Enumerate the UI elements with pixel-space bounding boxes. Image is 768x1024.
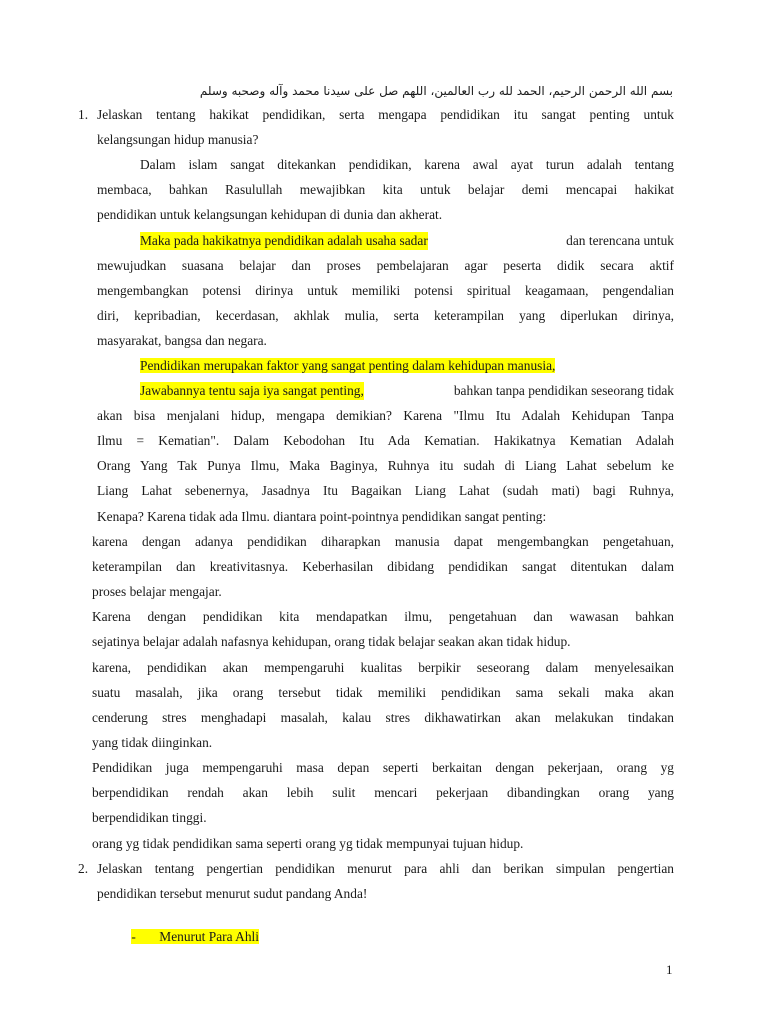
q1-point-3-line-3: cenderung stres menghadapi masalah, kalau stres dikhawatirkan akan melakukan tindakan [92, 710, 674, 725]
q1-paragraph-4-line-2: akan bisa menjalani hidup, mengapa demikian? Karena "Ilmu Itu Adalah Kehidupan Tanpa [97, 408, 674, 423]
q1-paragraph-2-line-2: mewujudkan suasana belajar dan proses pembelajaran agar peserta didik secara aktif [97, 258, 674, 273]
q1-point-1-line-2: keterampilan dan kreativitasnya. Keberhasilan dibidang pendidikan sangat ditentukan dalam [92, 559, 674, 574]
q1-paragraph-4-line-1 [140, 382, 674, 400]
paragraph-text: bahkan tanpa pendidikan seseorang tidak [453, 383, 674, 398]
highlighted-text: - Menurut Para Ahli [131, 929, 259, 944]
q1-point-1-line-3: proses belajar mengajar. [92, 584, 222, 599]
q1-paragraph-1-line-2: membaca, bahkan Rasulullah mewajibkan kita untuk belajar demi mencapai hakikat [97, 182, 674, 197]
q2-question-line-1: Jelaskan tentang pengertian pendidikan menurut para ahli dan berikan simpulan pengertian [97, 861, 674, 876]
q1-point-3-line-2: suatu masalah, jika orang tersebut tidak memiliki pendidikan sama sekali maka akan [92, 685, 674, 700]
q2-subheading [118, 910, 259, 964]
q1-paragraph-2-line-4: diri, kepribadian, kecerdasan, akhlak mulia, serta keterampilan yang diperlukan dirinya, [97, 308, 674, 323]
q1-point-1-line-1: karena dengan adanya pendidikan diharapkan manusia dapat mengembangkan pengetahuan, [92, 534, 674, 549]
q1-number: 1. [78, 107, 89, 122]
q1-point-2-line-2: sejatinya belajar adalah nafasnya kehidupan, orang tidak belajar seakan akan tidak hidup. [92, 634, 571, 649]
q1-paragraph-4-line-4: Orang Yang Tak Punya Ilmu, Maka Baginya, Ruhnya itu sudah di Liang Lahat sebelum ke [97, 458, 674, 473]
q1-paragraph-2-line-3: mengembangkan potensi dirinya untuk memiliki potensi spiritual keagamaan, pengendalian [97, 283, 674, 298]
q1-point-4-line-2: berpendidikan rendah akan lebih sulit mencari pekerjaan dibandingkan orang yang [92, 785, 674, 800]
q1-point-3-line-4: yang tidak diinginkan. [92, 735, 213, 750]
q1-paragraph-2-line-5: masyarakat, bangsa dan negara. [97, 333, 267, 348]
q1-point-3-line-1: karena, pendidikan akan mempengaruhi kualitas berpikir seseorang dalam menyelesaikan [92, 660, 674, 675]
q1-point-2-line-1: Karena dengan pendidikan kita mendapatkan ilmu, pengetahuan dan wawasan bahkan [92, 609, 674, 624]
q1-paragraph-4-line-5: Liang Lahat sebenernya, Jasadnya Itu Bagaikan Liang Lahat (sudah mati) bagi Ruhnya, [97, 483, 674, 498]
q1-point-4-line-3: berpendidikan tinggi. [92, 810, 207, 825]
q1-point-5-line-1: orang yg tidak pendidikan sama seperti orang yg tidak mempunyai tujuan hidup. [92, 836, 524, 851]
q1-paragraph-4-line-3: Ilmu = Kematian". Dalam Kebodohan Itu Ada Kematian. Hakikatnya Kematian Adalah [97, 433, 674, 448]
q2-question-line-2: pendidikan tersebut menurut sudut pandang Anda! [97, 886, 368, 901]
q1-paragraph-3-line-1 [140, 357, 555, 375]
highlighted-text: Jawabannya tentu saja iya sangat penting, [140, 383, 364, 398]
q1-paragraph-1-line-1: Dalam islam sangat ditekankan pendidikan, karena awal ayat turun adalah tentang [140, 157, 674, 172]
arabic-opening-line: بسم الله الرحمن الرحيم، الحمد لله رب العالمين، اللهم صل على سيدنا محمد وآله وصحبه وسلم [199, 84, 673, 98]
q1-point-4-line-1: Pendidikan juga mempengaruhi masa depan seperti berkaitan dengan pekerjaan, orang yg [92, 760, 674, 775]
q1-question-line-2: kelangsungan hidup manusia? [97, 132, 259, 147]
page-number: 1 [666, 962, 673, 977]
q2-number: 2. [78, 861, 89, 876]
paragraph-text: dan terencana untuk [566, 233, 674, 248]
highlighted-text: Maka pada hakikatnya pendidikan adalah usaha sadar [140, 233, 428, 248]
q1-question-line-1: Jelaskan tentang hakikat pendidikan, serta mengapa pendidikan itu sangat penting untuk [97, 107, 674, 122]
q1-paragraph-2-line-1 [140, 232, 674, 250]
highlighted-text: Pendidikan merupakan faktor yang sangat penting dalam kehidupan manusia, [140, 358, 556, 373]
q1-paragraph-4-line-6: Kenapa? Karena tidak ada Ilmu. diantara point-pointnya pendidikan sangat penting: [97, 509, 547, 524]
q1-paragraph-1-line-3: pendidikan untuk kelangsungan kehidupan di dunia dan akherat. [97, 207, 443, 222]
